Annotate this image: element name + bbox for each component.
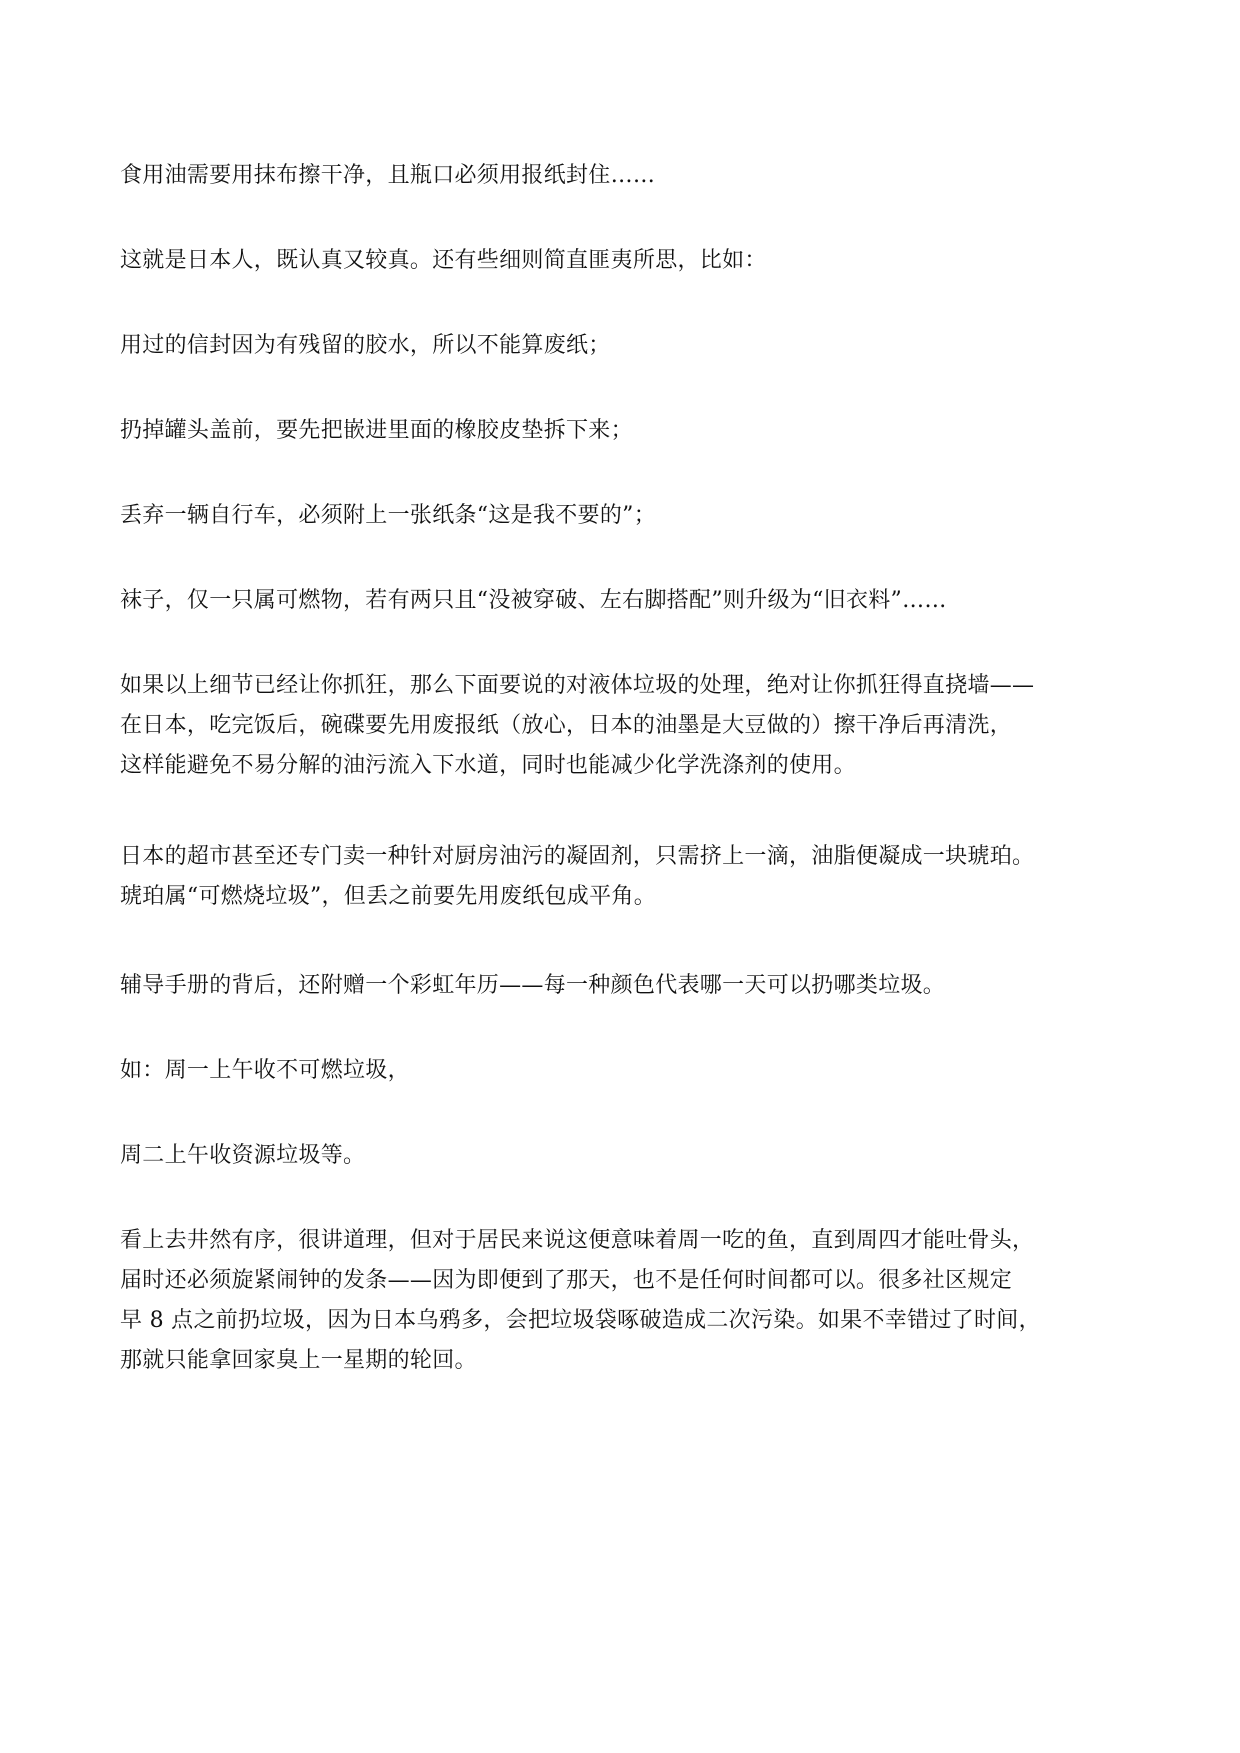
text-line: 如果以上细节已经让你抓狂，那么下面要说的对液体垃圾的处理，绝对让你抓狂得直挠墙—— [120, 673, 1035, 698]
text-line: 琥珀属“可燃烧垃圾”，但丢之前要先用废纸包成平角。 [120, 884, 656, 909]
text-line: 早 8 点之前扔垃圾，因为日本乌鸦多，会把垃圾袋啄破造成二次污染。如果不幸错过了时间， [120, 1308, 1041, 1333]
text-line: 在日本，吃完饭后，碗碟要先用废报纸（放心，日本的油墨是大豆做的）擦干净后再清洗， [120, 713, 1013, 738]
text-line: 周二上午收资源垃圾等。 [120, 1143, 366, 1168]
paragraph-can-lid [120, 411, 1120, 451]
text-line: 用过的信封因为有残留的胶水，所以不能算废纸； [120, 333, 611, 358]
text-line: 这就是日本人，既认真又较真。还有些细则简直匪夷所思，比如： [120, 248, 767, 273]
text-line: 扔掉罐头盖前，要先把嵌进里面的橡胶皮垫拆下来； [120, 418, 633, 443]
text-line: 这样能避免不易分解的油污流入下水道，同时也能减少化学洗涤剂的使用。 [120, 753, 856, 778]
paragraph-cooking-oil [120, 156, 1120, 196]
paragraph-japanese-serious [120, 241, 1120, 281]
text-line: 辅导手册的背后，还附赠一个彩虹年历——每一种颜色代表哪一天可以扔哪类垃圾。 [120, 973, 946, 998]
paragraph-socks [120, 581, 1120, 621]
paragraph-rainbow-calendar [120, 966, 1120, 1006]
paragraph-bicycle [120, 496, 1120, 536]
text-line: 看上去井然有序，很讲道理，但对于居民来说这便意味着周一吃的鱼，直到周四才能吐骨头， [120, 1228, 1035, 1253]
text-line: 袜子，仅一只属可燃物，若有两只且“没被穿破、左右脚搭配”则升级为“旧衣料”…… [120, 588, 947, 613]
text-line: 如：周一上午收不可燃垃圾， [120, 1058, 410, 1083]
paragraph-liquid-waste [120, 666, 1120, 786]
paragraph-tuesday [120, 1136, 1120, 1176]
paragraph-orderly [120, 1221, 1120, 1381]
paragraph-envelope [120, 326, 1120, 366]
text-line: 食用油需要用抹布擦干净，且瓶口必须用报纸封住…… [120, 163, 656, 188]
text-line: 届时还必须旋紧闹钟的发条——因为即便到了那天，也不是任何时间都可以。很多社区规定 [120, 1268, 1013, 1293]
text-line: 丢弃一辆自行车，必须附上一张纸条“这是我不要的”； [120, 503, 656, 528]
paragraph-monday [120, 1051, 1120, 1091]
text-line: 日本的超市甚至还专门卖一种针对厨房油污的凝固剂，只需挤上一滴，油脂便凝成一块琥珀。 [120, 844, 1035, 869]
paragraph-coagulant [120, 837, 1120, 917]
text-line: 那就只能拿回家臭上一星期的轮回。 [120, 1348, 477, 1373]
